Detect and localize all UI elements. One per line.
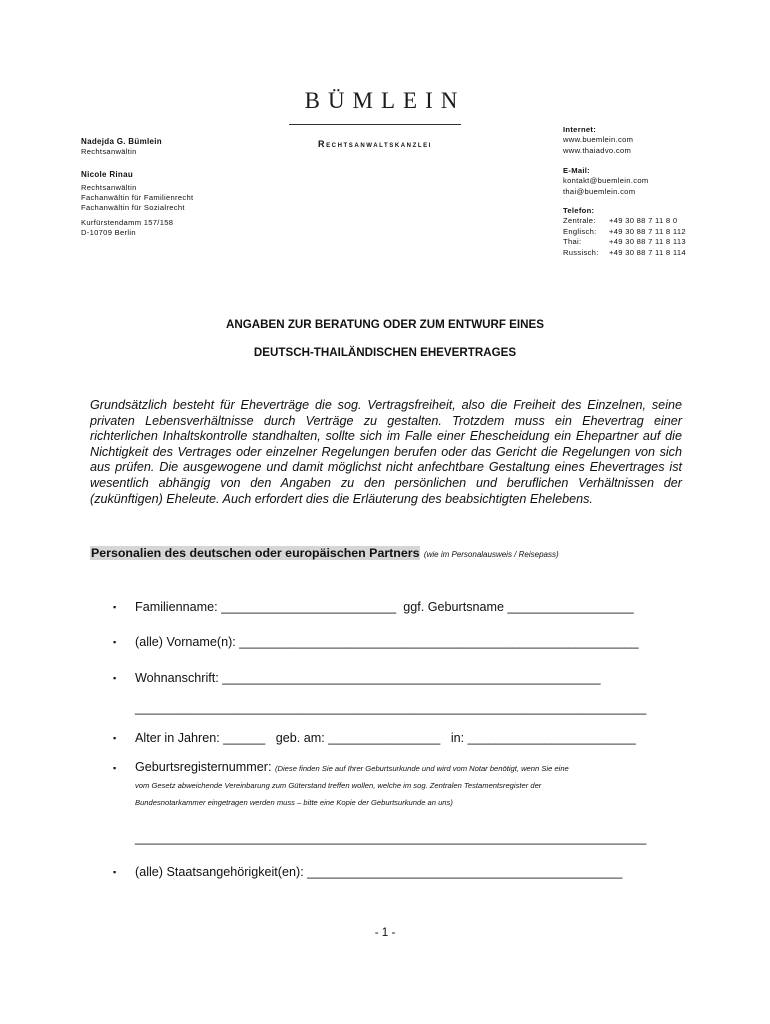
phone-label: Telefon: [563, 206, 595, 215]
lawyer-2-name: Nicole Rinau [81, 170, 134, 179]
page-number: - 1 - [374, 926, 396, 939]
lawyer-2-title: Rechtsanwältin [81, 183, 137, 192]
bullet-icon: ▪ [113, 763, 117, 773]
address-city: D-10709 Berlin [81, 228, 136, 237]
email-label: E-Mail: [563, 166, 590, 175]
lawyer-2-title: Fachanwältin für Familienrecht [81, 193, 194, 202]
bullet-icon: ▪ [113, 733, 117, 743]
geburtsdatum-field[interactable]: geb. am: ________________ [275, 731, 441, 745]
internet-label: Internet: [563, 125, 597, 134]
vorname-field[interactable]: (alle) Vorname(n): _________________________________________________________ [135, 635, 639, 649]
wohnanschrift-field-line-2[interactable]: _________________________________________________________________________ [135, 701, 647, 715]
alter-field[interactable]: Alter in Jahren: ______ [135, 731, 266, 745]
phone-number: +49 30 88 7 11 8 0 [609, 216, 678, 226]
intro-paragraph: Grundsätzlich besteht für Eheverträge die sog. Vertragsfreiheit, also die Freiheit des Einzelnen, seine privaten Lebensverhältnisse durch Verträge zu gestalten. Trotzdem muss ein Ehevertrag einer richterlichen Inhaltskontrolle standhalten, sollte sich im Falle einer Ehescheidung ein Ehepartner auf die Nichtigkeit des Vertrages oder einzelner Regelungen berufen oder das Gericht die Regelungen von sich aus prüfen. Die ausgewogene und damit möglichst nicht anfechtbare Gestaltung eines Ehevertrages ist wesentlich abhängig von den Angaben zu den persönlichen und beruflichen Verhältnissen der (zukünftigen) Eheleute. Auch erfordert dies die Erläuterung des beabsichtigten Ehelebens. [90, 398, 682, 506]
phone-number: +49 30 88 7 11 8 114 [609, 247, 686, 257]
firm-logo: BÜMLEIN [304, 88, 466, 113]
phone-row-label: Russisch: [563, 247, 599, 257]
internet-url[interactable]: www.buemlein.com [563, 135, 634, 145]
section-title: Personalien des deutschen oder europäischen Partners [91, 546, 420, 560]
document-title-line-2: DEUTSCH-THAILÄNDISCHEN EHEVERTRAGES [253, 346, 517, 359]
email-address[interactable]: kontakt@buemlein.com [563, 176, 649, 186]
phone-row [563, 248, 686, 258]
phone-row [563, 237, 686, 247]
contact-phone [563, 206, 686, 258]
familienname-field[interactable] [135, 600, 634, 614]
geburtsregister-field[interactable]: _________________________________________________________________________ [135, 831, 647, 845]
phone-row [563, 216, 686, 226]
lawyer-2-title: Fachanwältin für Sozialrecht [81, 203, 185, 212]
geburtsregister-note: (Diese finden Sie auf Ihrer Geburtsurkunde und wird vom Notar benötigt, wenn Sie eine [274, 764, 569, 773]
phone-row-label: Thai: [563, 237, 582, 247]
lawyer-2 [81, 170, 193, 213]
bullet-icon: ▪ [113, 602, 117, 612]
geburtsregister-label: Geburtsregisternummer: [135, 760, 272, 774]
geburtsname-line[interactable]: ggf. Geburtsname __________________ [403, 600, 634, 614]
contact-internet [563, 125, 633, 156]
staatsangehoerigkeit-field[interactable]: (alle) Staatsangehörigkeit(en): _____________________________________________ [135, 865, 623, 879]
familienname-line[interactable]: Familienname: _________________________ [135, 600, 397, 614]
alter-row[interactable] [135, 731, 636, 745]
email-address[interactable]: thai@buemlein.com [563, 186, 636, 196]
geburtsregister-note-line-2: vom Gesetz abweichende Vereinbarung zum Güterstand treffen wollen, welche im sog. Zentralen Testamentsregister der [135, 781, 542, 790]
bullet-icon: ▪ [113, 673, 117, 683]
lawyer-1-title: Rechtsanwältin [81, 147, 137, 156]
phone-number: +49 30 88 7 11 8 112 [609, 226, 686, 236]
internet-url[interactable]: www.thaiadvo.com [563, 145, 632, 155]
wohnanschrift-field[interactable]: Wohnanschrift: ______________________________________________________ [135, 671, 601, 685]
address-street: Kurfürstendamm 157/158 [81, 218, 174, 227]
geburtsort-field[interactable]: in: ________________________ [450, 731, 636, 745]
firm-type: Rechtsanwaltskanzlei [317, 139, 433, 149]
phone-row-label: Zentrale: [563, 216, 596, 226]
lawyer-1 [81, 137, 162, 157]
bullet-icon: ▪ [113, 867, 117, 877]
section-note: (wie im Personalausweis / Reisepass) [423, 550, 559, 559]
logo-divider [289, 124, 461, 125]
document-title-line-1: ANGABEN ZUR BERATUNG ODER ZUM ENTWURF EINES [226, 318, 544, 331]
lawyer-1-name: Nadejda G. Bümlein [81, 137, 162, 146]
phone-row-label: Englisch: [563, 226, 597, 236]
contact-email [563, 166, 648, 197]
bullet-icon: ▪ [113, 637, 117, 647]
phone-row [563, 227, 686, 237]
firm-address [81, 218, 173, 238]
phone-number: +49 30 88 7 11 8 113 [609, 237, 686, 247]
section-heading [90, 546, 559, 560]
geburtsregister-row [135, 760, 569, 774]
geburtsregister-note-line-3: Bundesnotarkammer eingetragen werden muss – bitte eine Kopie der Geburtsurkunde an uns) [135, 798, 453, 807]
